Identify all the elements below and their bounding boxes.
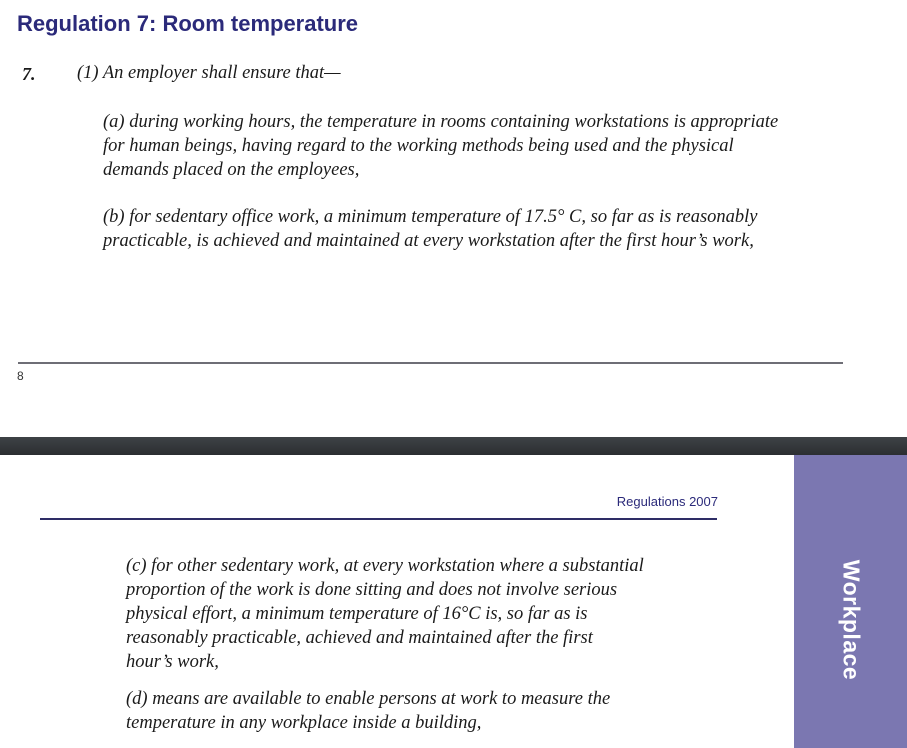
clause-a: (a) during working hours, the temperature in rooms containing workstations is appropriate for human beings, having regard to the working methods being used and the physical demands placed on the employees,	[103, 112, 779, 180]
page-separator	[0, 437, 907, 455]
regulation-number: 7.	[22, 64, 36, 84]
document-page-lower	[0, 455, 907, 748]
regulation-intro: (1) An employer shall ensure that—	[77, 63, 341, 83]
clause-b: (b) for sedentary office work, a minimum temperature of 17.5° C, so far as is reasonably practicable, is achieved and maintained at every workstation after the first hour’s work,	[103, 207, 758, 251]
regulation-heading: Regulation 7: Room temperature	[17, 11, 359, 36]
section-side-tab	[794, 455, 907, 748]
running-head: Regulations 2007	[616, 494, 718, 509]
clause-c: (c) for other sedentary work, at every workstation where a substantial proportion of the work is done sitting and does not involve serious physical effort, a minimum temperature of 16°C is, so far as is reasonably practicable, achieved and maintained after the first hour’s work,	[126, 556, 644, 672]
clause-d: (d) means are available to enable persons at work to measure the temperature in any workplace inside a building,	[126, 689, 611, 733]
side-tab-label: Workplace	[838, 559, 864, 681]
header-rule	[40, 518, 717, 520]
footer-rule	[18, 362, 843, 364]
page-number: 8	[17, 369, 24, 383]
